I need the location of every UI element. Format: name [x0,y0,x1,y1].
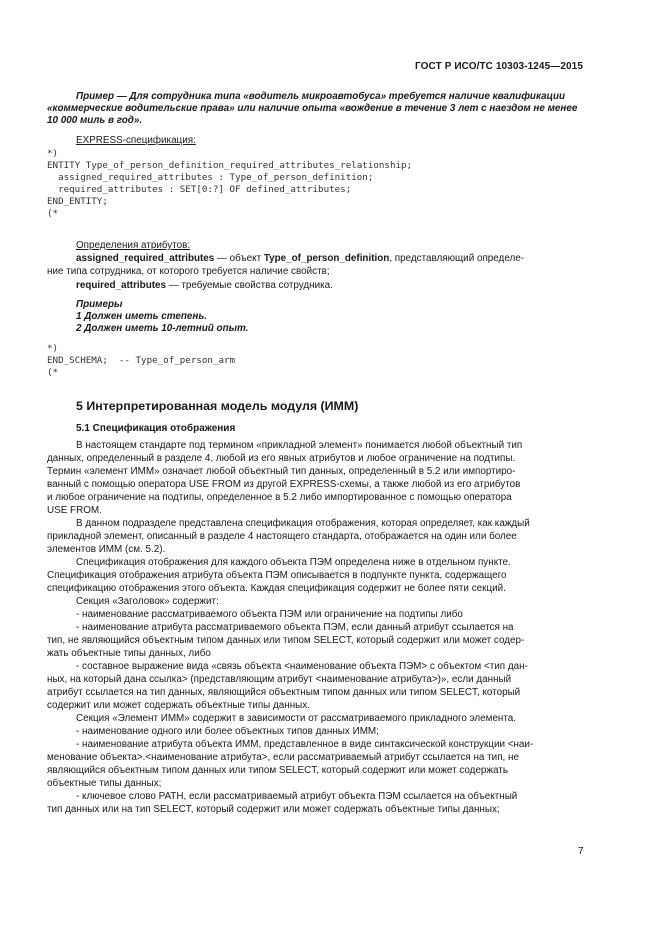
attribute-name: required_attributes [76,280,166,291]
body-line: - наименование рассматриваемого объекта ПЭМ или ограничение на подтипы либо [76,609,463,620]
attribute-type: Type_of_person_definition [263,253,390,264]
attribute-name: assigned_required_attributes [76,253,215,264]
document-header: ГОСТ Р ИСО/ТС 10303-1245—2015 [415,61,583,72]
attribute-definition-1 [76,253,524,265]
body-line: Спецификация отображения атрибута объекта ПЭМ описывается в подпункте пункта, содержащего [47,570,507,581]
body-line: ных, на который дана ссылка> (представляющим атрибут <наименование атрибута>)», если данный [47,674,512,685]
body-line: ванный с помощью оператора USE FROM из другой EXPRESS-схемы, а также любой из его атрибутов [47,479,521,490]
attribute-text: — объект [214,253,264,264]
body-line: объектные типы данных; [47,778,162,789]
body-line: жать объектные типы данных, либо [47,648,211,659]
code-line: assigned_required_attributes : Type_of_person_definition; [47,172,374,183]
example-line: «коммерческие водительские права» или наличие опыта «вождение в течение 3 лет с наездом не менее [47,103,578,114]
examples-item: 1 Должен иметь степень. [76,311,207,322]
body-line: - наименование атрибута объекта ИММ, представленное в виде синтаксической конструкции <наи- [76,739,534,750]
code-line: ENTITY Type_of_person_definition_required_attributes_relationship; [47,160,413,171]
body-line: содержит или может содержать объектные типы данных. [47,700,310,711]
section-title: 5 Интерпретированная модель модуля (ИММ) [76,399,359,413]
body-line: являющийся объектным типом данных или типом SELECT, который содержит или может содержать [47,765,508,776]
example-line: Пример — Для сотрудника типа «водитель микроавтобуса» требуется наличие квалификации [76,91,566,102]
attribute-text: , представляющий определе- [389,253,525,264]
examples-heading: Примеры [76,299,123,310]
attribute-text: — требуемые свойства сотрудника. [166,280,333,291]
body-line: - составное выражение вида «связь объекта <наименование объекта ПЭМ> с объектом <тип дан- [76,661,528,672]
body-line: Термин «элемент ИММ» означает любой объектный тип данных, определенный в 5.2 или импортиро- [47,466,516,477]
body-line: тип данных или на тип SELECT, который содержит или может содержать объектные типы данных; [47,804,500,815]
body-line: Спецификация отображения для каждого объекта ПЭМ определена ниже в отдельном пункте. [76,557,511,568]
body-line: - ключевое слово PATH, если рассматриваемый атрибут объекта ПЭМ ссылается на объектный [76,791,518,802]
body-line: атрибут ссылается на тип данных, являющийся объектным типом данных или типом SELECT, который [47,687,521,698]
example-line: 10 000 миль в год». [47,115,143,126]
body-line: Секция «Заголовок» содержит: [76,596,219,607]
body-line: В данном подразделе представлена спецификация отображения, которая определяет, как каждый [76,518,530,529]
examples-item: 2 Должен иметь 10-летний опыт. [76,323,249,334]
code-line: END_SCHEMA; -- Type_of_person_arm [47,355,236,366]
attribute-definition-2 [76,280,333,292]
code-line: (* [47,208,59,219]
body-line: и любое ограничение на подтипы, определенное в 5.2 либо импортированное с помощью оператора [47,492,512,503]
body-line: прикладной элемент, описанный в разделе 4 настоящего стандарта, отображается на один или более [47,531,517,542]
body-line: спецификацию отображения этого объекта. Каждая спецификация содержит не более пяти секций. [47,583,506,594]
code-line: END_ENTITY; [47,196,108,207]
body-line: - наименование одного или более объектных типов данных ИММ; [76,726,379,737]
body-line: Секция «Элемент ИММ» содержит в зависимости от рассматриваемого прикладного элемента. [76,713,517,724]
subsection-title: 5.1 Спецификация отображения [76,423,236,434]
express-heading: EXPRESS-спецификация: [76,135,196,146]
body-line: - наименование атрибута рассматриваемого объекта ПЭМ, если данный атрибут ссылается на [76,622,514,633]
body-line: менование объекта>.<наименование атрибута>, если рассматриваемый атрибут ссылается на тип, не [47,752,519,763]
body-line: элементов ИММ (см. 5.2). [47,544,166,555]
body-line: данных, определенный в разделе 4, любой из его явных атрибутов и любое ограничение на подтипы. [47,453,516,464]
attribute-definition-1-cont: ние типа сотрудника, от которого требуется наличие свойств; [47,266,330,277]
code-line: (* [47,367,59,378]
page-number: 7 [578,846,584,857]
body-line: тип, не являющийся объектным типом данных или типом SELECT, который содержит или может содер- [47,635,525,646]
code-line: *) [47,148,59,159]
body-line: USE FROM. [47,505,102,516]
code-line: required_attributes : SET[0:?] OF defined_attributes; [47,184,352,195]
body-line: В настоящем стандарте под термином «прикладной элемент» понимается любой объектный тип [76,440,523,451]
code-line: *) [47,343,59,354]
attributes-heading: Определения атрибутов: [76,240,191,251]
